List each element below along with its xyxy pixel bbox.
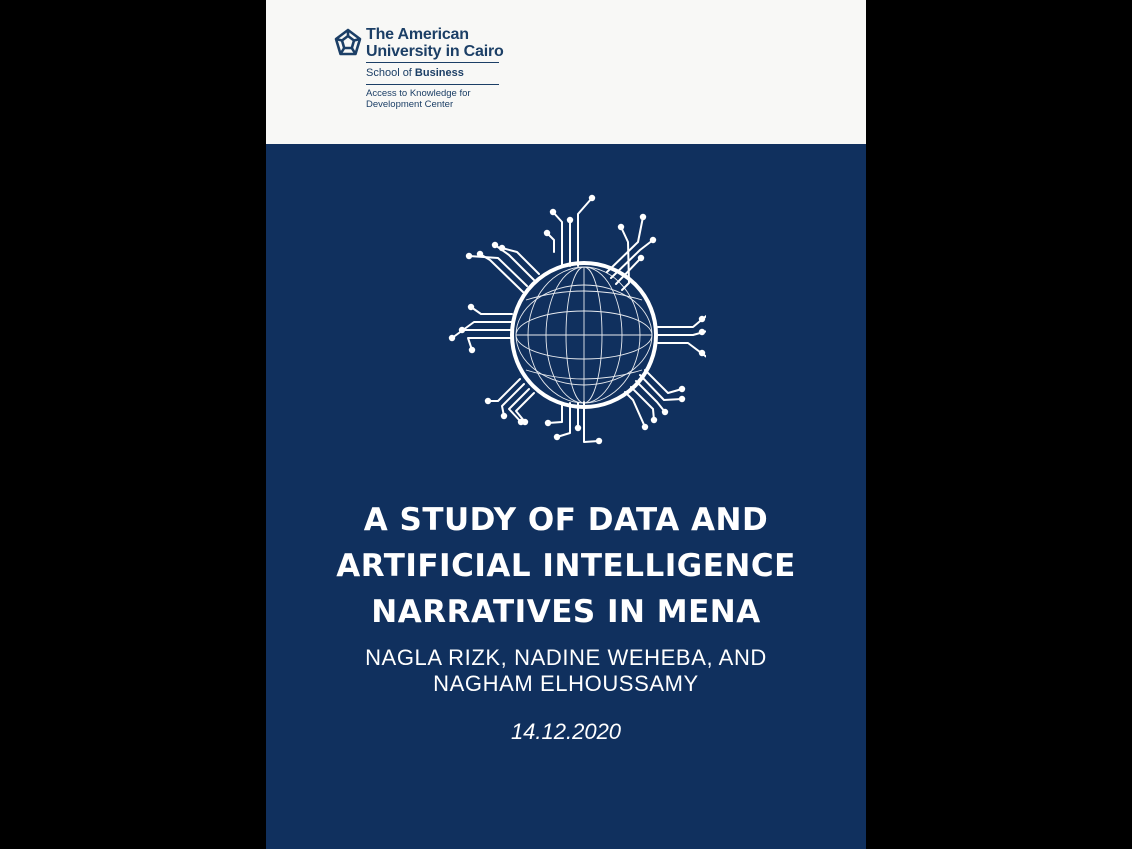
authors-line-2: NAGHAM ELHOUSSAMY: [433, 671, 699, 696]
center-name-line-2: Development Center: [366, 98, 454, 110]
authors-line-1: NAGLA RIZK, NADINE WEHEBA, AND: [365, 645, 767, 670]
school-prefix: School of: [366, 67, 415, 79]
university-name-line-2: University in Cairo: [366, 43, 504, 60]
publication-date: 14.12.2020: [510, 719, 622, 744]
university-name: [366, 26, 504, 60]
university-name-line-1: The American: [366, 26, 469, 43]
title-line-1: A STUDY OF DATA AND: [363, 502, 769, 538]
school-name: [366, 67, 464, 79]
document-page: [266, 0, 866, 849]
authors: [266, 645, 866, 697]
center-name-line-1: Access to Knowledge for: [366, 88, 471, 99]
logo-divider: [366, 62, 499, 63]
logo-divider: [366, 84, 499, 85]
circuit-globe-icon: [426, 190, 706, 455]
title-line-3: NARRATIVES IN MENA: [371, 594, 761, 630]
center-name: [366, 89, 471, 110]
auc-star-emblem-icon: [332, 27, 364, 59]
header-band: [266, 0, 866, 144]
document-title: [266, 497, 866, 635]
school-bold: Business: [414, 67, 464, 79]
title-line-2: ARTIFICIAL INTELLIGENCE: [336, 548, 796, 584]
